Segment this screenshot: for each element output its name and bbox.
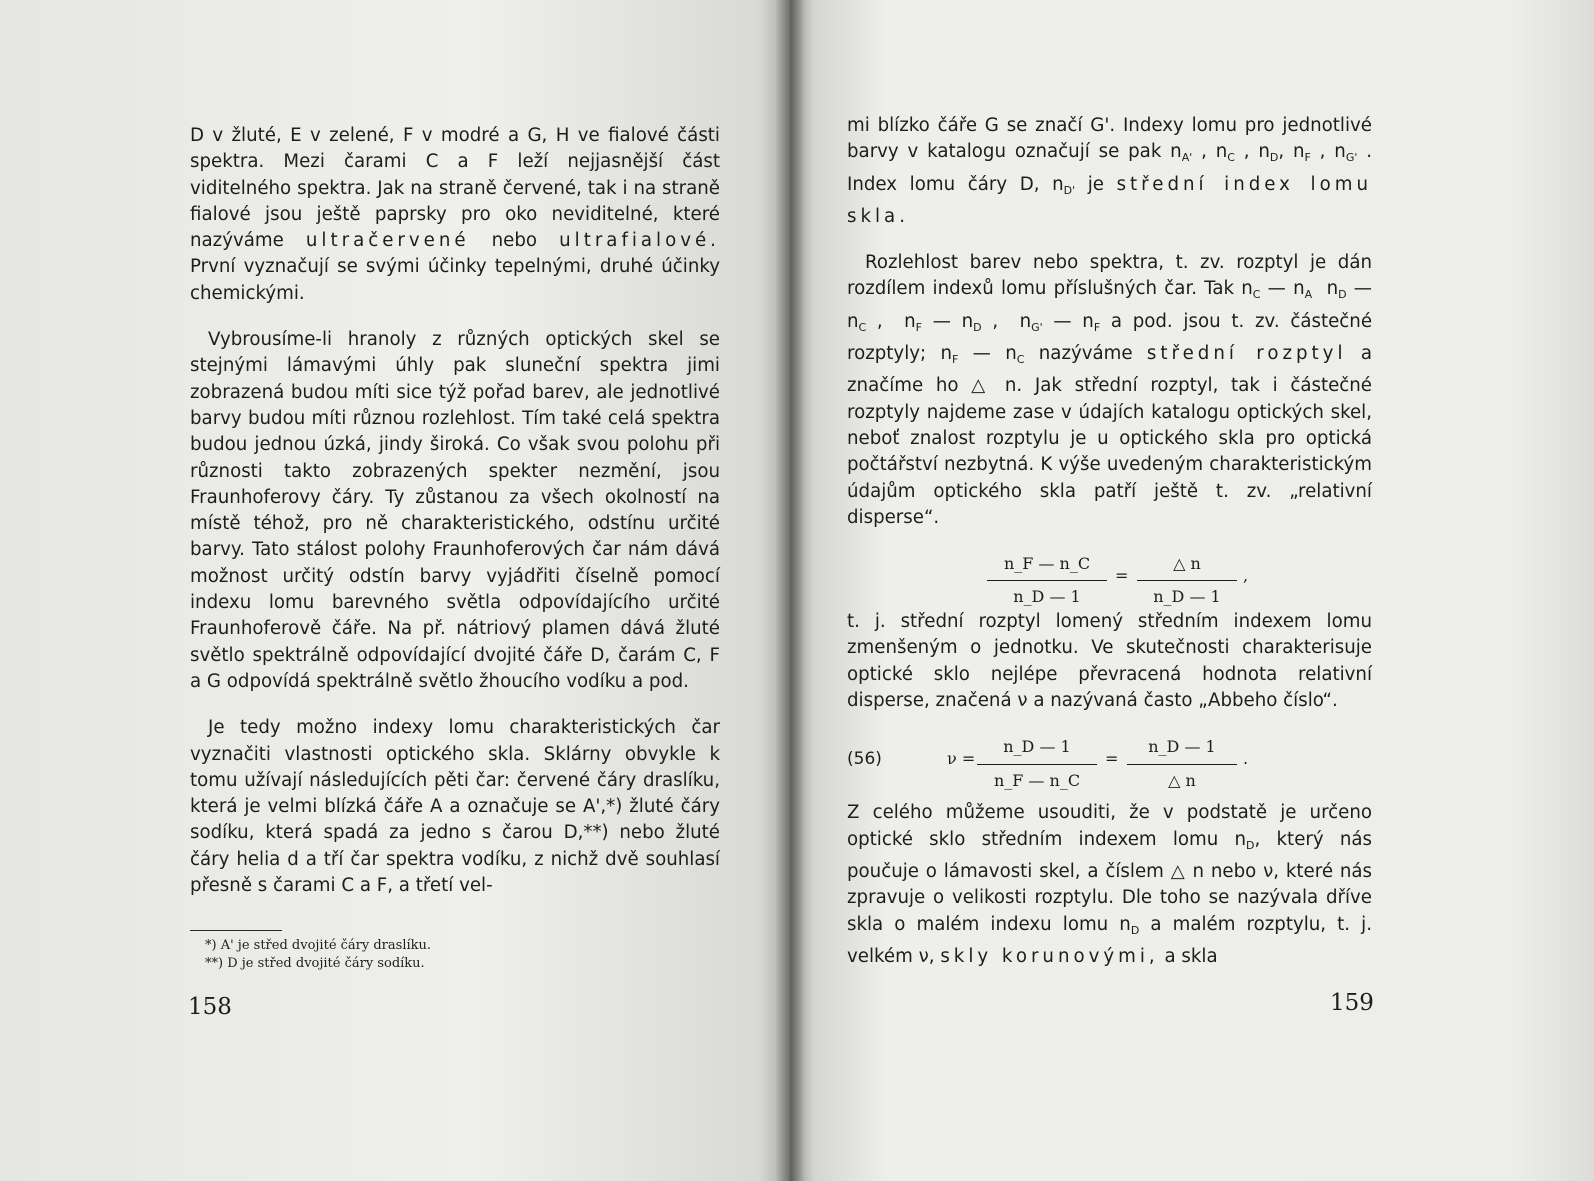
right-page: [790, 0, 1594, 1181]
page-number: 159: [1330, 990, 1374, 1016]
page-number: 158: [188, 994, 232, 1020]
equation-label: (56): [847, 749, 882, 770]
fraction: $\frac{n\_D — 1}{\triangle n}$: [1127, 734, 1237, 794]
paragraph: Vybrousíme-li hranoly z různých optických skel se stejnými lámavými úhly pak sluneční spektra jimi zobrazená budou míti sice týž pořad barev, ale jednotlivé barvy budou míti různou rozlehlost. Tím také celá spektra budou jednou úzká, jindy široká. Co však svou polohu při různosti takto zobrazených spekter nezmění, jsou Fraunhoferovy čáry. Ty zůstanou za všech okolností na místě téhož, pro ně charakteristického, odstínu určité barvy. Tato stálost polohy Fraunhoferových čar nám dává možnost určitý odstín barvy vyjádřiti číselně pomocí indexu lomu barevného světla odpovídajícího určité Fraunhoferově čáře. Na př. nátriový plamen dává žluté světlo spektrálně odpovídající dvojité čáře D, čarám C, F a G odpovídá spektrálně světlo žhoucího vodíku a pod.: [190, 329, 720, 692]
paragraph: Rozlehlost barev nebo spektra, t. zv. rozptyl je dán rozdílem indexů lomu příslušných čar. Tak $n_C$ — $n_A$ $n_D$ — $n_C$ , $n_F$ — $n_D$ , $n_{G'}$ — $n_F$ a pod. jsou t. zv. částečné rozptyly; $n_F$ — $n_C$ nazýváme střední rozptyl a značíme ho △ n. Jak střední rozptyl, tak i částečné rozptyly najdeme zase v údajích katalogu optických skel, neboť znalost rozptylu je u optického skla pro optická počtářství nezbytná. K výše uvedeným charakteristickým údajům optického skla patří ještě t. zv. „relativní disperse“.: [847, 252, 1373, 528]
paragraph: mi blízko čáře G se značí G'. Indexy lomu pro jednotlivé barvy v katalogu označují se pak $n_{A'}$ , $n_C$ , $n_D$, $n_F$ , $n_{G'}$ . Index lomu čáry D, $n_{D'}$ je střední index lomu skla.: [847, 115, 1372, 227]
emphasis: ultrafialové.: [559, 230, 720, 252]
footnote: **) D je střed dvojité čáry sodíku.: [205, 956, 425, 971]
paragraph: Z celého můžeme usouditi, že v podstatě je určeno optické sklo středním indexem lomu $n_D$, který nás poučuje o lámavosti skel, a číslem △ n nebo ν, které nás zpravuje o velikosti rozptylu. Dle toho se nazývala dříve skla o malém indexu lomu $n_D$ a malém rozptylu, t. j. velkém ν, skly korunovými, a skla: [847, 802, 1372, 967]
right-page-text: [847, 113, 1372, 970]
emphasis: střední rozptyl: [1146, 343, 1347, 365]
paragraph: D v žluté, E v zelené, F v modré a G, H ve fialové části spektra. Mezi čarami C a F leží nejjasnější část viditelného spektra. Jak na straně červené, tak i na straně fialové jsou ještě paprsky pro oko neviditelné, které nazýváme ultračervené nebo ultrafialové. První vyznačují se svými účinky tepelnými, druhé účinky chemickými.: [190, 125, 720, 304]
book-gutter: [775, 0, 805, 1181]
fraction: $\frac{n\_D — 1}{n\_F — n\_C}$: [977, 734, 1097, 794]
formula-relative-dispersion: $\frac{n\_F — n\_C}{n\_D — 1}$ = $\frac{\triangle n}{n\_D — 1}$ ,: [847, 531, 1372, 609]
formula-abbe-number: (56) ν = $\frac{n\_D — 1}{n\_F — n\_C}$ = $\frac{n\_D — 1}{\triangle n}$ .: [847, 714, 1372, 800]
footnote: *) A' je střed dvojité čáry draslíku.: [205, 938, 432, 953]
emphasis: skly korunovými,: [940, 945, 1159, 967]
paragraph: Je tedy možno indexy lomu charakteristických čar vyznačiti vlastnosti optického skla. Sklárny obvykle k tomu užívají následujících pěti čar: červené čáry draslíku, která je velmi blízká čáře A a označuje se A',*) žluté čáry sodíku, která spadá za jedno s čarou D,**) nebo žluté čáry helia d a tří čar spektra vodíku, z nichž dvě souhlasí přesně s čarami C a F, a třetí vel-: [190, 717, 720, 897]
emphasis: střední index lomu skla.: [847, 173, 1372, 227]
fraction: $\frac{\triangle n}{n\_D — 1}$: [1137, 551, 1237, 611]
footnote-rule: [190, 930, 282, 931]
paragraph: t. j. střední rozptyl lomený středním indexem lomu zmenšeným o jednotku. Ve skutečnosti charakterisuje optické sklo nejlépe převracená hodnota relativní disperse, značená ν a nazývaná často „Abbeho číslo“.: [847, 611, 1372, 712]
left-page-text: [190, 123, 720, 899]
left-page: [0, 0, 790, 1181]
fraction: $\frac{n\_F — n\_C}{n\_D — 1}$: [987, 551, 1107, 611]
emphasis: ultračervené: [305, 230, 470, 252]
